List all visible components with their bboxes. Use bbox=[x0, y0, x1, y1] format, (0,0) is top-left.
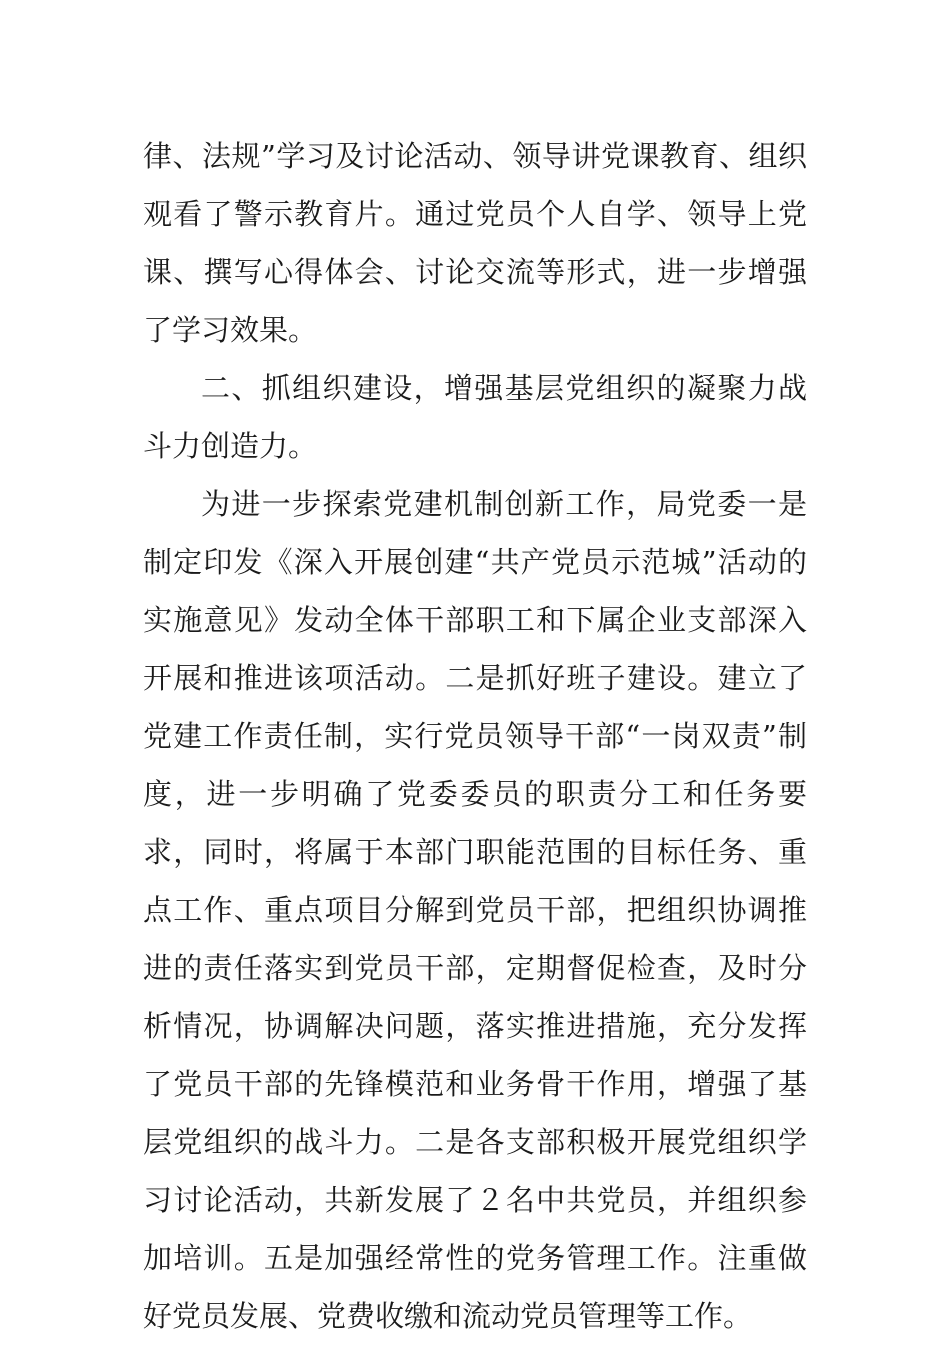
document-body bbox=[143, 127, 807, 1345]
paragraph-mechanism-innovation: 为进一步探索党建机制创新工作，局党委一是制定印发《深入开展创建“共产党员示范城”活动的实施意见》发动全体干部职工和下属企业支部深入开展和推进该项活动。二是抓好班子建设。建立了党建工作责任制，实行党员领导干部“一岗双责”制度，进一步明确了党委委员的职责分工和任务要求，同时，将属于本部门职能范围的目标任务、重点工作、重点项目分解到党员干部，把组织协调推进的责任落实到党员干部，定期督促检查，及时分析情况，协调解决问题，落实推进措施，充分发挥了党员干部的先锋模范和业务骨干作用，增强了基层党组织的战斗力。二是各支部积极开展党组织学习讨论活动，共新发展了２名中共党员，并组织参加培训。五是加强经常性的党务管理工作。注重做好党员发展、党费收缴和流动党员管理等工作。 bbox=[143, 487, 807, 1333]
paragraph-continuation: 律、法规”学习及讨论活动、领导讲党课教育、组织观看了警示教育片。通过党员个人自学、领导上党课、撰写心得体会、讨论交流等形式，进一步增强了学习效果。 bbox=[143, 139, 807, 347]
section-heading-organization-building: 二、抓组织建设，增强基层党组织的凝聚力战斗力创造力。 bbox=[143, 371, 807, 463]
